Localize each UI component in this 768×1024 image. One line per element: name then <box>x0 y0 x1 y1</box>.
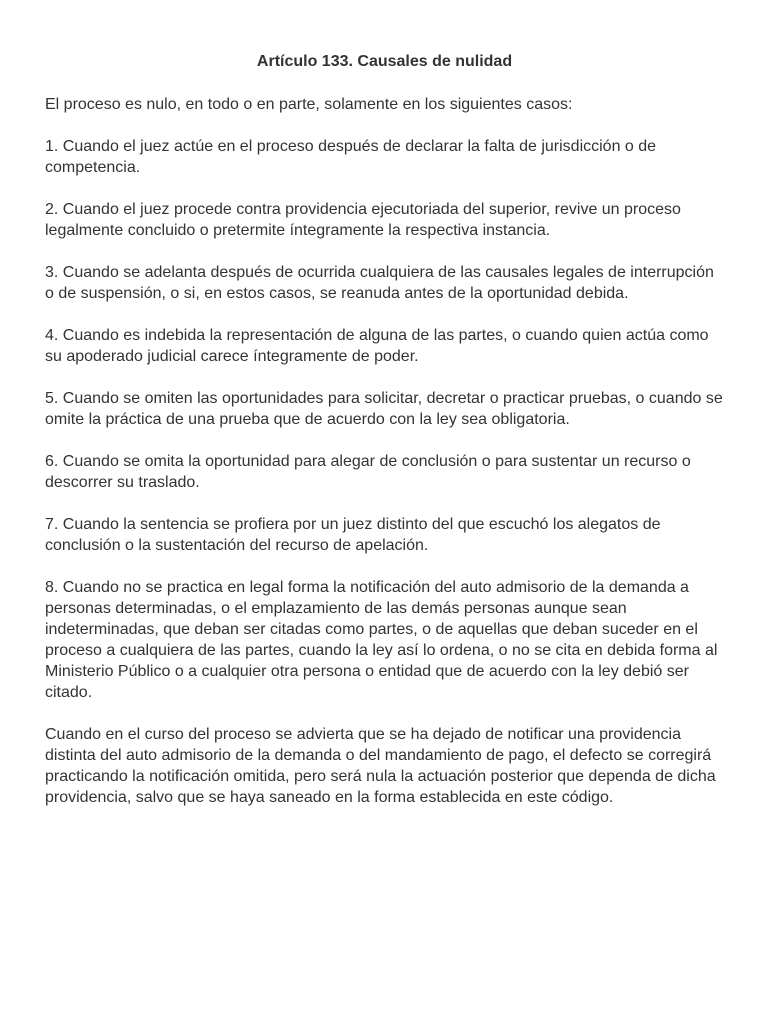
causal-item-8: 8. Cuando no se practica en legal forma la notificación del auto admisorio de la demanda a personas determinadas, o el emplazamiento de las demás personas aunque sean indeterminadas, que deban ser citadas como partes, o de aquellas que deban suceder en el proceso a cualquiera de las partes, cuando la ley así lo ordena, o no se cita en debida forma al Ministerio Público o a cualquier otra persona o entidad que de acuerdo con la ley debió ser citado. <box>45 579 718 701</box>
causal-item-7: 7. Cuando la sentencia se profiera por un juez distinto del que escuchó los alegatos de conclusión o la sustentación del recurso de apelación. <box>45 516 661 554</box>
causal-item-5: 5. Cuando se omiten las oportunidades para solicitar, decretar o practicar pruebas, o cuando se omite la práctica de una prueba que de acuerdo con la ley sea obligatoria. <box>45 390 723 428</box>
causal-item-4: 4. Cuando es indebida la representación de alguna de las partes, o cuando quien actúa como su apoderado judicial carece íntegramente de poder. <box>45 327 709 365</box>
causal-item-2: 2. Cuando el juez procede contra providencia ejecutoriada del superior, revive un proceso legalmente concluido o pretermite íntegramente la respectiva instancia. <box>45 201 681 239</box>
article-title: Artículo 133. Causales de nulidad <box>256 53 513 70</box>
causal-item-6: 6. Cuando se omita la oportunidad para alegar de conclusión o para sustentar un recurso o descorrer su traslado. <box>45 453 691 491</box>
causal-item-1: 1. Cuando el juez actúe en el proceso después de declarar la falta de jurisdicción o de competencia. <box>45 138 657 176</box>
closing-paragraph: Cuando en el curso del proceso se advierta que se ha dejado de notificar una providencia distinta del auto admisorio de la demanda o del mandamiento de pago, el defecto se corregirá practicando la notificación omitida, pero será nula la actuación posterior que dependa de dicha providencia, salvo que se haya saneado en la forma establecida en este código. <box>45 726 716 806</box>
intro-paragraph: El proceso es nulo, en todo o en parte, solamente en los siguientes casos: <box>45 96 573 113</box>
causal-item-3: 3. Cuando se adelanta después de ocurrida cualquiera de las causales legales de interrupción o de suspensión, o si, en estos casos, se reanuda antes de la oportunidad debida. <box>45 264 714 302</box>
